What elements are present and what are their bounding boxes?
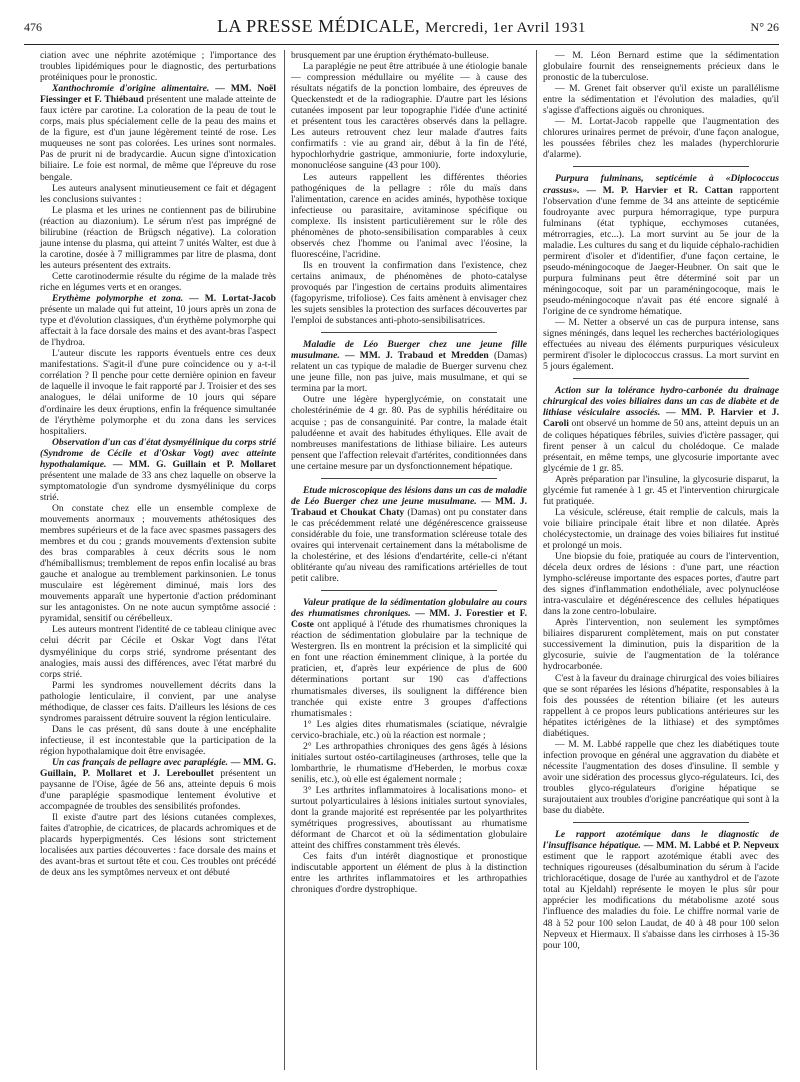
communication-paragraph: [40, 293, 276, 348]
section-divider: [573, 166, 749, 167]
communication-title: Observation d'un cas d'état dysmyélinique du corps strié (Syndrome de Cécile et d'Oskar Vogt) avec atteinte hypothalamique.: [40, 436, 276, 470]
paragraph: [40, 348, 276, 436]
paragraph-text: ciation avec une néphrite azotémique ; l'importance des troubles lipidémiques pour le diagnostic, des perturbations protéiniques pour le pronostic.: [40, 50, 276, 84]
paragraph-text: — M. Grenet fait observer qu'il existe un parallélisme entre la sédimentation et l'évolution des maladies, qu'il s'agisse d'affections aiguës ou chroniques.: [543, 83, 779, 117]
paragraph-text: Il existe d'autre part des lésions cutanées complexes, faites d'atrophie, de cicatrices, de placards achromiques et de placards hyperpigmentés. Ces lésions sont strictement localisées aux parties découvertes : face dorsale des mains et des avant-bras et surtout tête et cou. Ces troubles ont précédé de deux ans les symptômes nerveux et ont débuté: [40, 812, 276, 879]
authors: — MM. P. Harvier et J. Caroli: [543, 407, 779, 430]
communication-paragraph: [543, 385, 779, 473]
paragraph-text: (Damas) relatent un cas typique de maladie de Buerger survenu chez une jeune fille, non pas juive, mais musulmane, et qui se termina par la mort.: [291, 350, 527, 395]
authors: — MM. M. Labbé et P. Nepveux: [643, 840, 779, 852]
paragraph-text: ont observé un homme de 50 ans, atteint depuis un an de coliques hépatiques fébriles, suivies d'ictère passager, qui firent penser à un calcul du cholédoque. Ce malade présentait, en même temps, une glycosurie importante avec glycémie de 1 gr. 85.: [543, 418, 779, 474]
paragraph: [543, 83, 779, 116]
paragraph-text: 2° Les arthropathies chroniques des gens âgés à lésions initiales surtout ostéo-cartilagineuses (arthroses, telle que la lombarthrie, le rhumatisme d'Heberden, le morbus coxæ senilis, etc.), où elle est également normale ;: [291, 740, 527, 785]
paragraph: [40, 205, 276, 271]
paragraph: [543, 116, 779, 160]
authors: — MM. J. Forestier et F. Coste: [291, 608, 528, 631]
page-number: 476: [24, 20, 42, 34]
paragraph: [543, 617, 779, 672]
paragraph: [291, 50, 527, 61]
paragraph: [291, 260, 527, 326]
paragraph: [40, 812, 276, 878]
paragraph: [543, 317, 779, 372]
communication-paragraph: [40, 437, 276, 503]
paragraph: [543, 739, 779, 816]
communication-title: Xanthochromie d'origine alimentaire.: [52, 83, 210, 95]
paragraph: [40, 680, 276, 724]
paragraph-text: brusquement par une éruption érythémato-bulleuse.: [291, 50, 489, 61]
paragraph: [543, 507, 779, 551]
communication-title: Maladie de Léo Buerger chez une jeune fille musulmane.: [291, 339, 527, 362]
paragraph-text: Les auteurs rappellent les différentes théories pathogéniques de la pellagre : rôle du maïs dans l'alimentation, carence en acides aminés, hypothèse toxique infectieuse ou parasitaire, avitaminose spécifique ou complexe. Ils insistent particulièrement sur le rôle des phénomènes de photo-sensibilisation comparables à ceux observés chez l'homme ou l'animal avec l'éosine, la fluorescéine, l'acridine.: [291, 171, 527, 260]
paragraph-text: Après l'intervention, non seulement les symptômes biliaires disparurent complètement, mais on put constater successivement la diminution, puis la disparition de la glycosurie, suivie de l'augmentation de la tolérance hydrocarbonée.: [543, 617, 779, 673]
section-divider: [573, 378, 749, 379]
authors: — MM. G. Guillain, P. Mollaret et J. Lereboullet: [40, 757, 276, 780]
paragraph: [40, 624, 276, 679]
paragraph-text: rapportent l'observation d'une femme de 34 ans atteinte de septicémie foudroyante avec purpura hémorragique, type purpura fulminans (état typhique, ecchymoses cutanées, métrorragies, etc...). La mort survint au 5e jour de la maladie. Les cultures du sang et du liquide céphalo-rachidien permirent d'isoler et d'identifier, d'une façon certaine, le pseudo-méningocoque de Jaeger-Heubner. On sait que le purpura fulminans peut être déterminé soit par un méningocoque, soit par un paraméningocoque, mais le pseudo-méningocoque n'avait pas été encore signalé à l'origine de ce syndrome hématique.: [543, 184, 779, 318]
paragraph-text: Les auteurs analysent minutieusement ce fait et dégagent les conclusions suivantes :: [40, 182, 276, 205]
communication-title: Un cas français de pellagre avec paraplégie.: [52, 757, 229, 768]
issue-number: N° 26: [750, 20, 779, 34]
paragraph-text: La vésicule, scléreuse, était remplie de calculs, mais la voie biliaire principale était libre et non dilatée. Après cholécystectomie, un drainage des voies biliaires fut institué et prolongé un mois.: [543, 506, 779, 551]
paragraph-text: — M. Léon Bernard estime que la sédimentation globulaire fournit des renseignements précieux dans le pronostic de la tuberculose.: [543, 50, 779, 84]
paragraph: [543, 551, 779, 617]
section-divider: [573, 822, 749, 823]
header-rule: [24, 44, 779, 45]
communication-paragraph: [291, 597, 527, 719]
text-column-3: [543, 50, 779, 951]
paragraph-text: estiment que le rapport azotémique établi avec des techniques rigoureuses (désalbumination du sérum à l'acide trichloracétique, dosage de l'urée au xanthydrol et de l'azote total au Kjeldahl) représente le moyen le plus sûr pour apprécier les modifications du métabolisme azoté sous l'influence des maladies du foie. Le chiffre normal varie de 48 à 52 pour 100 selon Laudat, de 40 à 48 pour 100 selon Nepveux et Hiermaux. Il s'abaisse dans les cirrhoses à 15-36 pour 100,: [543, 851, 779, 951]
paragraph-text: Ils en trouvent la confirmation dans l'existence, chez certains animaux, de phénomènes de photo-catalyse provoqués par l'ingestion de certains produits alimentaires (fagopyrisme, trifoliose). Ces faits amènent à envisager chez les sujets sensibles la protection des surfaces découvertes par l'emploi de substances anti-photo-sensibilisatrices.: [291, 259, 527, 327]
column-separator: [536, 50, 537, 1070]
paragraph-text: ont appliqué à l'étude des rhumatismes chroniques la réaction de sédimentation globulaire par la technique de Westergren. Ils en montrent la précision et la simplicité qui en font une réaction éminemment clinique, à la portée du praticien, et, d'après leur expérience de plus de 600 déterminations portant sur 190 cas d'affections rhumatismales diverses, ils soulignent la différence bien tranchée qui existe entre 3 groupes d'affections rhumatismales :: [291, 619, 527, 719]
communication-paragraph: [291, 339, 527, 394]
paragraph-text: L'auteur discute les rapports éventuels entre ces deux manifestations. S'agit-il d'une pure coïncidence ou y a-t-il corrélation ? Il penche pour cette dernière opinion en faveur de laquelle il invoque le fait rapporté par J. Troisier et des ses analogues, le délai uniforme de 10 jours qui sépare d'ordinaire les deux éruptions, enfin la fréquence simultanée de l'érythème polymorphe et du zona dans les services hospitaliers.: [40, 348, 276, 437]
paragraph: [543, 50, 779, 83]
paragraph: [543, 474, 779, 507]
paragraph: [40, 503, 276, 625]
section-divider: [321, 590, 497, 591]
paragraph: [291, 394, 527, 471]
paragraph: [291, 741, 527, 785]
communication-title: Etude microscopique des lésions dans un cas de maladie de Léo Buerger chez une jeune musulmane.: [291, 484, 527, 507]
communication-title: Action sur la tolérance hydro-carbonée du drainage chirurgical des voies biliaires dans un cas de diabète et de lithiase vésiculaire associés.: [543, 385, 779, 419]
paragraph: [543, 673, 779, 739]
paragraph-text: C'est à la faveur du drainage chirurgical des voies biliaires que se sont réparées les lésions d'hépatite, responsables à la fois des poussées de rétention biliaire (et les auteurs rappellent à ce propos leurs publications antérieures sur les hépatites ictérigènes de la lithiase) et des symptômes diabétiques.: [543, 672, 779, 739]
paragraph-text: On constate chez elle un ensemble complexe de mouvements anormaux ; mouvements athétosiques des membres supérieurs et de la face avec spasmes passagers des membres et du cou ; grands mouvements d'extension subite des bras comparables à ceux décrits sous le nom d'hémiballismus; tremblement de repos enfin localisé au bras gauche et analogue au tremblement parkinsonien. Le tonus musculaire est légèrement diminué, mais lors des mouvements apparaît une hypertonie d'action prédominant sur les antagonistes. On ne note aucun symptôme associé : pyramidal, sensitif ou cérébelleux.: [40, 502, 276, 625]
paragraph-text: — M. M. Labbé rappelle que chez les diabétiques toute infection provoque en général une aggravation du diabète et nécessite l'augmentation des doses d'insuline. Il semble y avoir une sidération des processus glyco-régulateurs. Ici, des troubles glyco-régulateurs d'origine hépatique se surajoutaient aux troubles d'origine pancréatique qui sont à la base du diabète.: [543, 738, 779, 817]
authors: — M. Lortat-Jacob: [189, 293, 276, 305]
paragraph-text: 1° Les algies dites rhumatismales (sciatique, névralgie cervico-brachiale, etc.) où la réaction est normale ;: [291, 718, 527, 741]
paragraph-text: La paraplégie ne peut être attribuée à une étiologie banale — compression médullaire ou myélite — à cause des résultats négatifs de la ponction lombaire, des épreuves de Queckenstedt et de la radiographie. D'autre part les lésions cutanées imposent par leur topographie l'idée d'une actinité et présentent tous les caractères observés dans la pellagre. Les auteurs retrouvent chez leur malade d'autres faits confirmatifs : vie au grand air, début à la fin de l'été, hypochlorhydrie gastrique, ammoniurie, forte indoxylurie, mononucléose sanguine (43 pour 100).: [291, 61, 527, 172]
column-separator: [284, 50, 285, 1070]
paragraph: [40, 183, 276, 205]
paragraph-text: — M. Netter a observé un cas de purpura intense, sans signes méningés, dans lequel les recherches bactériologiques effectuées au niveau des éléments purpuriques vésiculeux permirent d'isoler le diplococcus crassus. La mort survint en 5 jours également.: [543, 317, 779, 373]
paragraph-text: — M. Lortat-Jacob rappelle que l'augmentation des chlorures urinaires permet de prévoir, d'une façon analogue, les poussées fébriles chez les malades (hyperchlorurie d'alarme).: [543, 116, 779, 161]
paragraph-text: 3° Les arthrites inflammatoires à localisations mono- et surtout polyarticulaires à lésions initiales surtout synoviales, dont la grande majorité est représentée par les polyarthrites symétriques progressives, aboutissant au rhumatisme déformant de Charcot et où la sédimentation globulaire atteint des chiffres constamment très élevés.: [291, 784, 527, 852]
section-divider: [321, 332, 497, 333]
authors: — MM. G. Guillain et P. Mollaret: [112, 458, 276, 470]
authors: — MM. J. Trabaud et Choukat Chaty: [291, 495, 527, 518]
paragraph-text: présentent une malade de 33 ans chez laquelle on observe la symptomatologie d'un syndrome dysmyélinique du corps strié.: [40, 469, 276, 503]
paragraph-text: Les auteurs montrent l'identité de ce tableau clinique avec celui décrit par Cécile et Oskar Vogt dans l'état dysmyélinique du corps strié, syndrome présentant des analogies, mais aussi des différences, avec l'état marbré du corps strié.: [40, 624, 276, 680]
paragraph: [40, 724, 276, 757]
paragraph: [291, 61, 527, 171]
journal-name: LA PRESSE MÉDICALE,: [217, 16, 421, 36]
page-header: [24, 16, 779, 42]
communication-paragraph: [40, 83, 276, 182]
running-title: [24, 16, 779, 37]
communication-paragraph: [291, 485, 527, 584]
issue-date: Mercredi, 1er Avril 1931: [425, 20, 586, 36]
paragraph-text: présente un malade qui fut atteint, 10 jours après un zona de type et d'évolution classiques, d'un érythème polymorphe qui affectait à la face dorsale des mains et des avant-bras l'aspect de l'hydroa.: [40, 304, 276, 349]
paragraph-text: Le plasma et les urines ne contiennent pas de bilirubine (réaction au diazonium). Le sérum n'est pas imprégné de bilirubine (réaction de Brügsch négative). La coloration jaune intense du plasma, qui atteint 7 unités Walter, est due à la carotine, dosée à 7 milligrammes par litre de plasma, dont les auteurs présentent des extraits.: [40, 204, 276, 271]
paragraph-text: Dans le cas présent, dû sans doute à une encéphalite infectieuse, il est incontestable que la participation de la région hypothalamique doit être envisagée.: [40, 723, 276, 757]
paragraph-text: Une biopsie du foie, pratiquée au cours de l'intervention, décela deux ordres de lésions : d'une part, une réaction lympho-scléreuse importante des espaces portes, d'autre part des signes d'inflammation endothéliale, avec polynucléose intra-vasculaire et dégénérescence des cellules hépatiques dans la zone centro-lobulaire.: [543, 551, 779, 618]
authors: — M. P. Harvier et R. Cattan: [586, 184, 733, 196]
text-column-1: [40, 50, 276, 879]
communication-paragraph: [40, 757, 276, 812]
paragraph-text: Après préparation par l'insuline, la glycosurie disparut, la glycémie fut ramenée à 1 gr. 45 et l'intervention chirurgicale fut pratiquée.: [543, 473, 779, 507]
paragraph-text: Outre une légère hyperglycémie, on constatait une cholestérinémie de 4 gr. 80. Pas de syphilis héréditaire ou acquise ; pas de consanguinité. Par contre, la malade était paludéenne et avait des habitudes éthyliques. Elle avait de nombreuses manifestations de lithiase biliaire. Les auteurs pensent que l'affection relevait d'artérites, conditionnées dans une certaine mesure par un dysfonctionnement hépatique.: [291, 394, 527, 472]
communication-title: Erythème polymorphe et zona.: [52, 293, 184, 305]
authors: — MM. J. Trabaud et Mredden: [345, 350, 489, 362]
paragraph: [291, 172, 527, 260]
paragraph-text: Parmi les syndromes nouvellement décrits dans la pathologie lenticulaire, il convient, par une analyse méthodique, de classer ces faits. D'ailleurs les lésions de ces syndromes paraissent détruire souvent la région lenticulaire.: [40, 679, 276, 724]
paragraph-text: (Damas) ont pu constater dans le cas précédemment relaté une dégénérescence graisseuse considérable du foie, une transformation scléreuse totale des ovaires qui intervenait certainement dans la métabolisme de la cholestérine, et des lésions d'endartérite, celle-ci n'étant oblitérante qu'au niveau des ramifications artérielles de tout petit calibre.: [291, 506, 527, 585]
section-divider: [321, 478, 497, 479]
paragraph-text: Ces faits d'un intérêt diagnostique et pronostique indiscutable apportent un élément de plus à la distinction entre les arthrites inflammatoires et les arthropathies chroniques d'ordre dystrophique.: [291, 851, 527, 896]
paragraph: [291, 719, 527, 741]
communication-title: Purpura fulminans, septicémie à «Diplococcus crassus».: [543, 173, 779, 196]
paragraph: [291, 851, 527, 895]
paragraph: [40, 50, 276, 83]
paragraph-text: présentent une malade atteinte de faux ictère par carotine. La coloration de la peau de tout le corps, mais plus spécialement celle de la peau des mains et de la figure, est d'un jaune légèrement teinté de rose. Les muqueuses ne sont pas colorées. Les urines sont normales. Pas de prurit ni de bradycardie. Aucun signe d'intoxication biliaire. Le foie est normal, de même que l'épreuve du rose bengale.: [40, 94, 276, 183]
paragraph-text: présentent un paysanne de l'Oise, âgée de 56 ans, atteinte depuis 6 mois d'une paraplégie spasmodique lentement évolutive et accompagnée de troubles des sensibilités profondes.: [40, 768, 276, 813]
text-column-2: [291, 50, 527, 895]
communication-title: Valeur pratique de la sédimentation globulaire au cours des rhumatismes chroniques.: [291, 597, 527, 620]
communication-paragraph: [543, 829, 779, 951]
communication-paragraph: [543, 173, 779, 317]
paragraph: [291, 785, 527, 851]
paragraph-text: Cette carotinodermie résulte du régime de la malade très riche en légumes verts et en oranges.: [40, 270, 276, 293]
communication-title: Le rapport azotémique dans le diagnostic de l'insuffisance hépatique.: [543, 829, 779, 852]
authors: — MM. Noël Fiessinger et F. Thiébaud: [40, 83, 276, 106]
paragraph: [40, 271, 276, 293]
